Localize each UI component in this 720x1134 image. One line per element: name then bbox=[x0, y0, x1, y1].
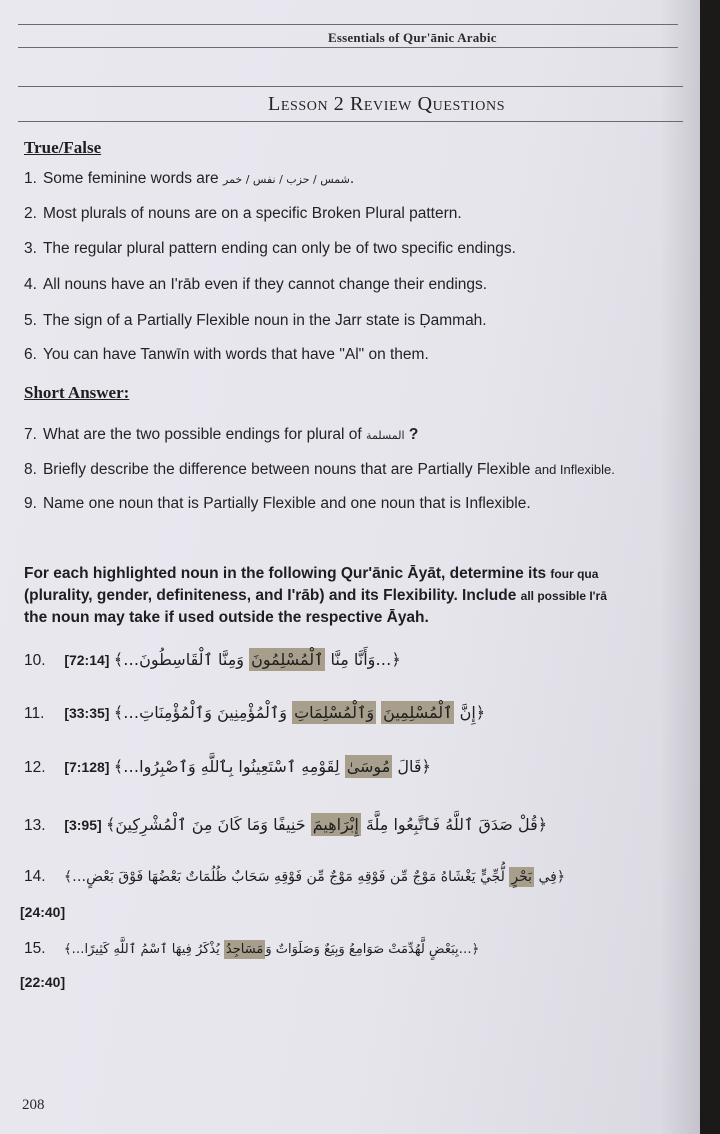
highlighted-noun: ٱلْمُسْلِمُونَ bbox=[251, 650, 324, 669]
instruction-tail: four qua bbox=[550, 567, 599, 581]
question-8 bbox=[24, 461, 615, 479]
instruction-line-1 bbox=[24, 565, 598, 583]
question-number: 1. bbox=[24, 170, 37, 187]
ayah-text: ﴿قَالَ مُوسَىٰ لِقَوْمِهِ ٱسْتَعِينُوا بِٱللَّهِ وَٱصْبِرُوا…﴾ bbox=[113, 757, 431, 776]
question-text: Briefly describe the difference between nouns that are Partially Flexible bbox=[42, 461, 531, 478]
ayah-11 bbox=[24, 703, 485, 723]
question-number: 2. bbox=[24, 205, 37, 222]
question-text: Name one noun that is Partially Flexible and one noun that is Inflexible. bbox=[42, 495, 531, 512]
page-edge-shadow bbox=[660, 0, 700, 1134]
instruction-text: For each highlighted noun in the following Qur'ānic Āyāt, determine its bbox=[24, 565, 547, 582]
question-text: The regular plural pattern ending can only be of two specific endings. bbox=[42, 240, 516, 257]
ayah-before: قَالَ bbox=[397, 757, 422, 776]
ayah-after: لُّجِّيٍّ يَغْشَاهُ مَوْجٌ مِّن فَوْقِهِ مَوْجٌ مِّن فَوْقِهِ سَحَابٌ ظُلُمَاتٌ بَعْضُهَا فَوْقَ بَعْضٍ… bbox=[72, 869, 505, 885]
question-number: 7. bbox=[24, 426, 37, 443]
question-9 bbox=[24, 495, 531, 513]
highlighted-noun: بَحْرٍ bbox=[511, 869, 533, 885]
ayah-before: …بِبَعْضٍ لَّهُدِّمَتْ صَوَامِعُ وَبِيَعٌ وَصَلَوَاتٌ وَ bbox=[265, 942, 472, 957]
question-after: . bbox=[349, 170, 355, 187]
ayah-number: 11. bbox=[24, 705, 45, 722]
highlighted-noun: مُوسَىٰ bbox=[346, 757, 391, 776]
title-rule-top bbox=[18, 86, 683, 87]
question-2 bbox=[24, 205, 462, 223]
question-number: 3. bbox=[24, 240, 37, 257]
ayah-reference: [72:14] bbox=[64, 652, 110, 668]
question-7 bbox=[24, 426, 418, 444]
running-head: Essentials of Qur'ānic Arabic bbox=[328, 30, 497, 45]
ayah-text: ﴿قُلْ صَدَقَ ٱللَّهُ فَٱتَّبِعُوا مِلَّةَ إِبْرَاهِيمَ حَنِيفًا وَمَا كَانَ مِنَ ٱلْمُشْرِكِينَ﴾ bbox=[106, 815, 548, 834]
question-tail: and Inflexible. bbox=[534, 462, 615, 477]
ayah-before: قُلْ صَدَقَ ٱللَّهُ فَٱتَّبِعُوا مِلَّةَ bbox=[365, 815, 538, 834]
ayah-10 bbox=[24, 650, 401, 670]
header-rule-top bbox=[18, 24, 678, 25]
highlighted-noun: مَسَاجِدُ bbox=[225, 942, 264, 957]
ayah-after: لِقَوْمِهِ ٱسْتَعِينُوا بِٱللَّهِ وَٱصْبِرُوا… bbox=[123, 757, 340, 776]
header-rule-bottom bbox=[18, 47, 678, 48]
ayah-12 bbox=[24, 757, 431, 777]
ayah-after: وَٱلْمُؤْمِنِينَ وَٱلْمُؤْمِنَاتِ… bbox=[123, 703, 287, 722]
question-text: Most plurals of nouns are on a specific Broken Plural pattern. bbox=[42, 205, 462, 222]
question-1 bbox=[24, 170, 354, 188]
ayah-reference: [3:95] bbox=[64, 817, 102, 833]
ayah-after: وَمِنَّا ٱلْقَاسِطُونَ… bbox=[123, 650, 245, 669]
instruction-text: the noun may take if used outside the respective Āyah. bbox=[24, 609, 429, 626]
question-number: 9. bbox=[24, 495, 37, 512]
ayah-15 bbox=[24, 940, 479, 958]
question-arabic: المسلمة bbox=[366, 429, 405, 442]
ayah-before: إِنَّ bbox=[459, 703, 476, 722]
question-text: You can have Tanwīn with words that have "Al" on them. bbox=[42, 346, 429, 363]
page-number: 208 bbox=[22, 1097, 45, 1113]
ayah-14-reference: [24:40] bbox=[20, 904, 66, 920]
question-6 bbox=[24, 346, 429, 364]
short-answer-heading: Short Answer: bbox=[24, 383, 130, 402]
question-arabic: شمس / حزب / نفس / خمر bbox=[223, 173, 350, 186]
question-text: What are the two possible endings for plural of bbox=[42, 426, 362, 443]
instruction-line-3 bbox=[24, 609, 429, 627]
question-number: 4. bbox=[24, 276, 37, 293]
ayah-number: 13. bbox=[24, 817, 46, 834]
ayah-after: حَنِيفًا وَمَا كَانَ مِنَ ٱلْمُشْرِكِينَ bbox=[115, 815, 306, 834]
ayah-before: فِي bbox=[538, 869, 557, 885]
question-number: 6. bbox=[24, 346, 37, 363]
question-5 bbox=[24, 312, 487, 330]
question-3 bbox=[24, 240, 516, 258]
question-after: ? bbox=[408, 426, 419, 443]
highlighted-noun: ٱلْمُسْلِمِينَ bbox=[383, 703, 453, 722]
ayah-text: ﴿…وَأَنَّا مِنَّا ٱلْمُسْلِمُونَ وَمِنَّا ٱلْقَاسِطُونَ…﴾ bbox=[113, 650, 401, 669]
lesson-title: Lesson 2 Review Questions bbox=[268, 93, 506, 115]
ayah-reference: [33:35] bbox=[64, 705, 110, 721]
ayah-after: يُذْكَرُ فِيهَا ٱسْمُ ٱللَّهِ كَثِيرًا… bbox=[71, 942, 220, 957]
ayah-number: 15. bbox=[24, 940, 46, 957]
true-false-heading: True/False bbox=[24, 138, 102, 157]
question-text: Some feminine words are bbox=[42, 170, 219, 187]
ayah-number: 12. bbox=[24, 759, 46, 776]
ayah-text: ﴿إِنَّ ٱلْمُسْلِمِينَ وَٱلْمُسْلِمَاتِ وَٱلْمُؤْمِنِينَ وَٱلْمُؤْمِنَاتِ…﴾ bbox=[113, 703, 486, 722]
ayah-text: ﴿…بِبَعْضٍ لَّهُدِّمَتْ صَوَامِعُ وَبِيَعٌ وَصَلَوَاتٌ وَمَسَاجِدُ يُذْكَرُ فِيهَا ٱسْمُ ٱللَّهِ كَثِيرًا…﴾ bbox=[63, 942, 480, 957]
question-number: 5. bbox=[24, 312, 37, 329]
ayah-number: 14. bbox=[24, 868, 46, 885]
instruction-tail: all possible I'rā bbox=[520, 589, 607, 603]
question-text: The sign of a Partially Flexible noun in the Jarr state is Ḍammah. bbox=[42, 312, 487, 329]
question-4 bbox=[24, 276, 487, 294]
question-text: All nouns have an I'rāb even if they cannot change their endings. bbox=[42, 276, 488, 293]
instruction-text: (plurality, gender, definiteness, and I'rāb) and its Flexibility. Include bbox=[24, 587, 517, 604]
ayah-before: …وَأَنَّا مِنَّا bbox=[330, 650, 392, 669]
ayah-number: 10. bbox=[24, 652, 46, 669]
highlighted-noun-2: وَٱلْمُسْلِمَاتِ bbox=[294, 703, 375, 722]
ayah-14 bbox=[24, 868, 565, 886]
question-number: 8. bbox=[24, 461, 37, 478]
ayah-reference: [7:128] bbox=[64, 759, 110, 775]
ayah-13 bbox=[24, 815, 547, 835]
highlighted-noun: إِبْرَاهِيمَ bbox=[312, 815, 359, 834]
ayah-15-reference: [22:40] bbox=[20, 974, 66, 990]
title-rule-bottom bbox=[18, 121, 683, 122]
instruction-line-2 bbox=[24, 587, 607, 605]
ayah-text: ﴿فِي بَحْرٍ لُّجِّيٍّ يَغْشَاهُ مَوْجٌ مِّن فَوْقِهِ مَوْجٌ مِّن فَوْقِهِ سَحَابٌ ظُلُمَاتٌ بَعْضُهَا فَوْقَ بَعْضٍ…﴾ bbox=[63, 869, 566, 885]
